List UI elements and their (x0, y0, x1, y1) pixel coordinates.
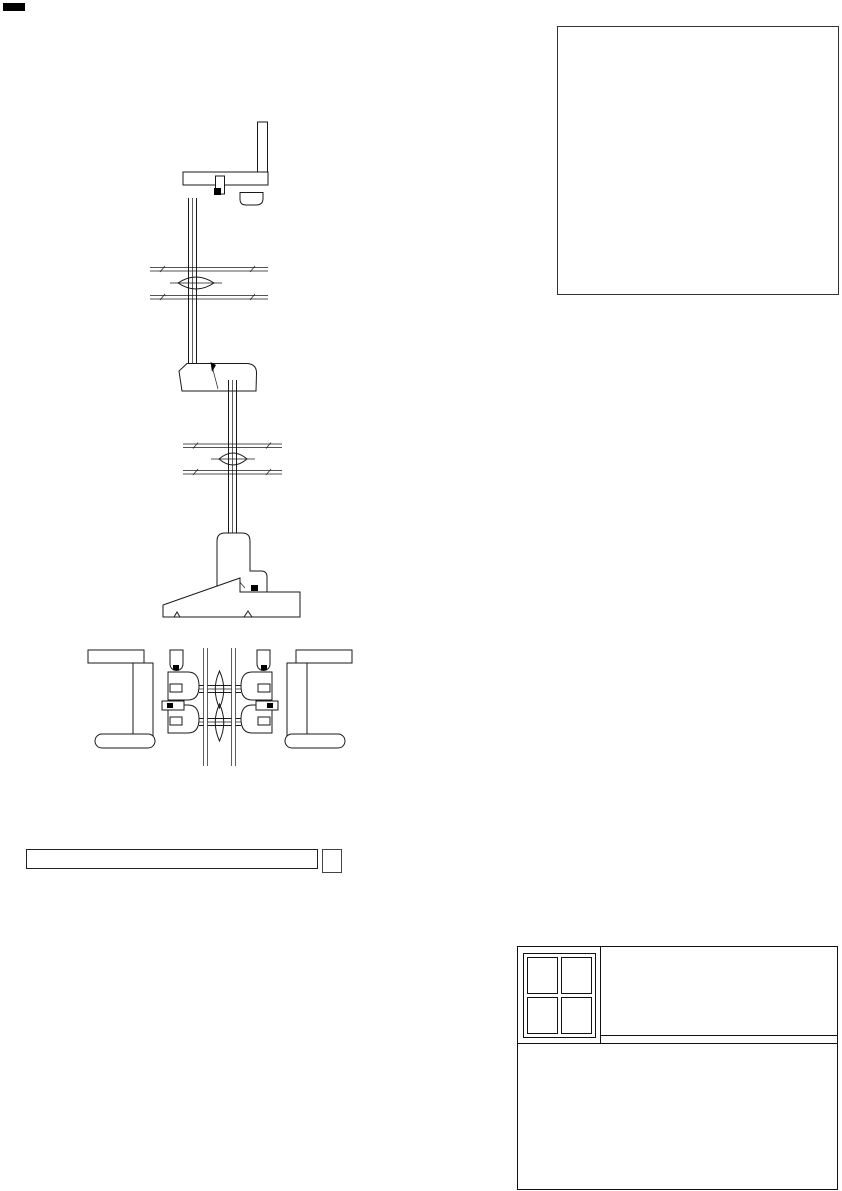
logo-frame (523, 953, 596, 1038)
logo-letter (527, 997, 558, 1034)
company-address (601, 1035, 837, 1043)
spec-glazing (569, 71, 827, 85)
break-symbol-upper (150, 266, 268, 300)
upper-glazing-unit (189, 198, 197, 366)
title-block (517, 946, 838, 1190)
dimension-annotation (160, 713, 168, 734)
scale-note (322, 849, 342, 873)
lower-glazing-unit (229, 380, 237, 537)
scale-checkerboard (26, 849, 318, 869)
scale-bar (26, 836, 316, 882)
logo-letter (561, 957, 592, 994)
scale-top-labels (26, 836, 316, 847)
meeting-rail-detail (179, 362, 257, 391)
plan-break-symbols (204, 648, 236, 766)
sash-profiles (162, 672, 278, 733)
company-logo (518, 947, 600, 1043)
scale-ratio-badge (26, 884, 46, 888)
client-details (518, 1044, 837, 1189)
horizontal-section-drawing (85, 645, 355, 770)
company-name (601, 954, 837, 974)
scale-bottom-labels (26, 871, 316, 882)
logo-letter (527, 957, 558, 994)
company-header (518, 947, 837, 1044)
spec-timber (569, 45, 827, 59)
vertical-section-drawing (140, 105, 320, 630)
company-info (600, 947, 837, 1043)
spec-box (557, 26, 839, 295)
head-detail (172, 122, 268, 270)
box-frames (88, 650, 352, 748)
logo-letter (561, 997, 592, 1034)
page-title (3, 3, 25, 11)
cill-detail (163, 533, 300, 617)
